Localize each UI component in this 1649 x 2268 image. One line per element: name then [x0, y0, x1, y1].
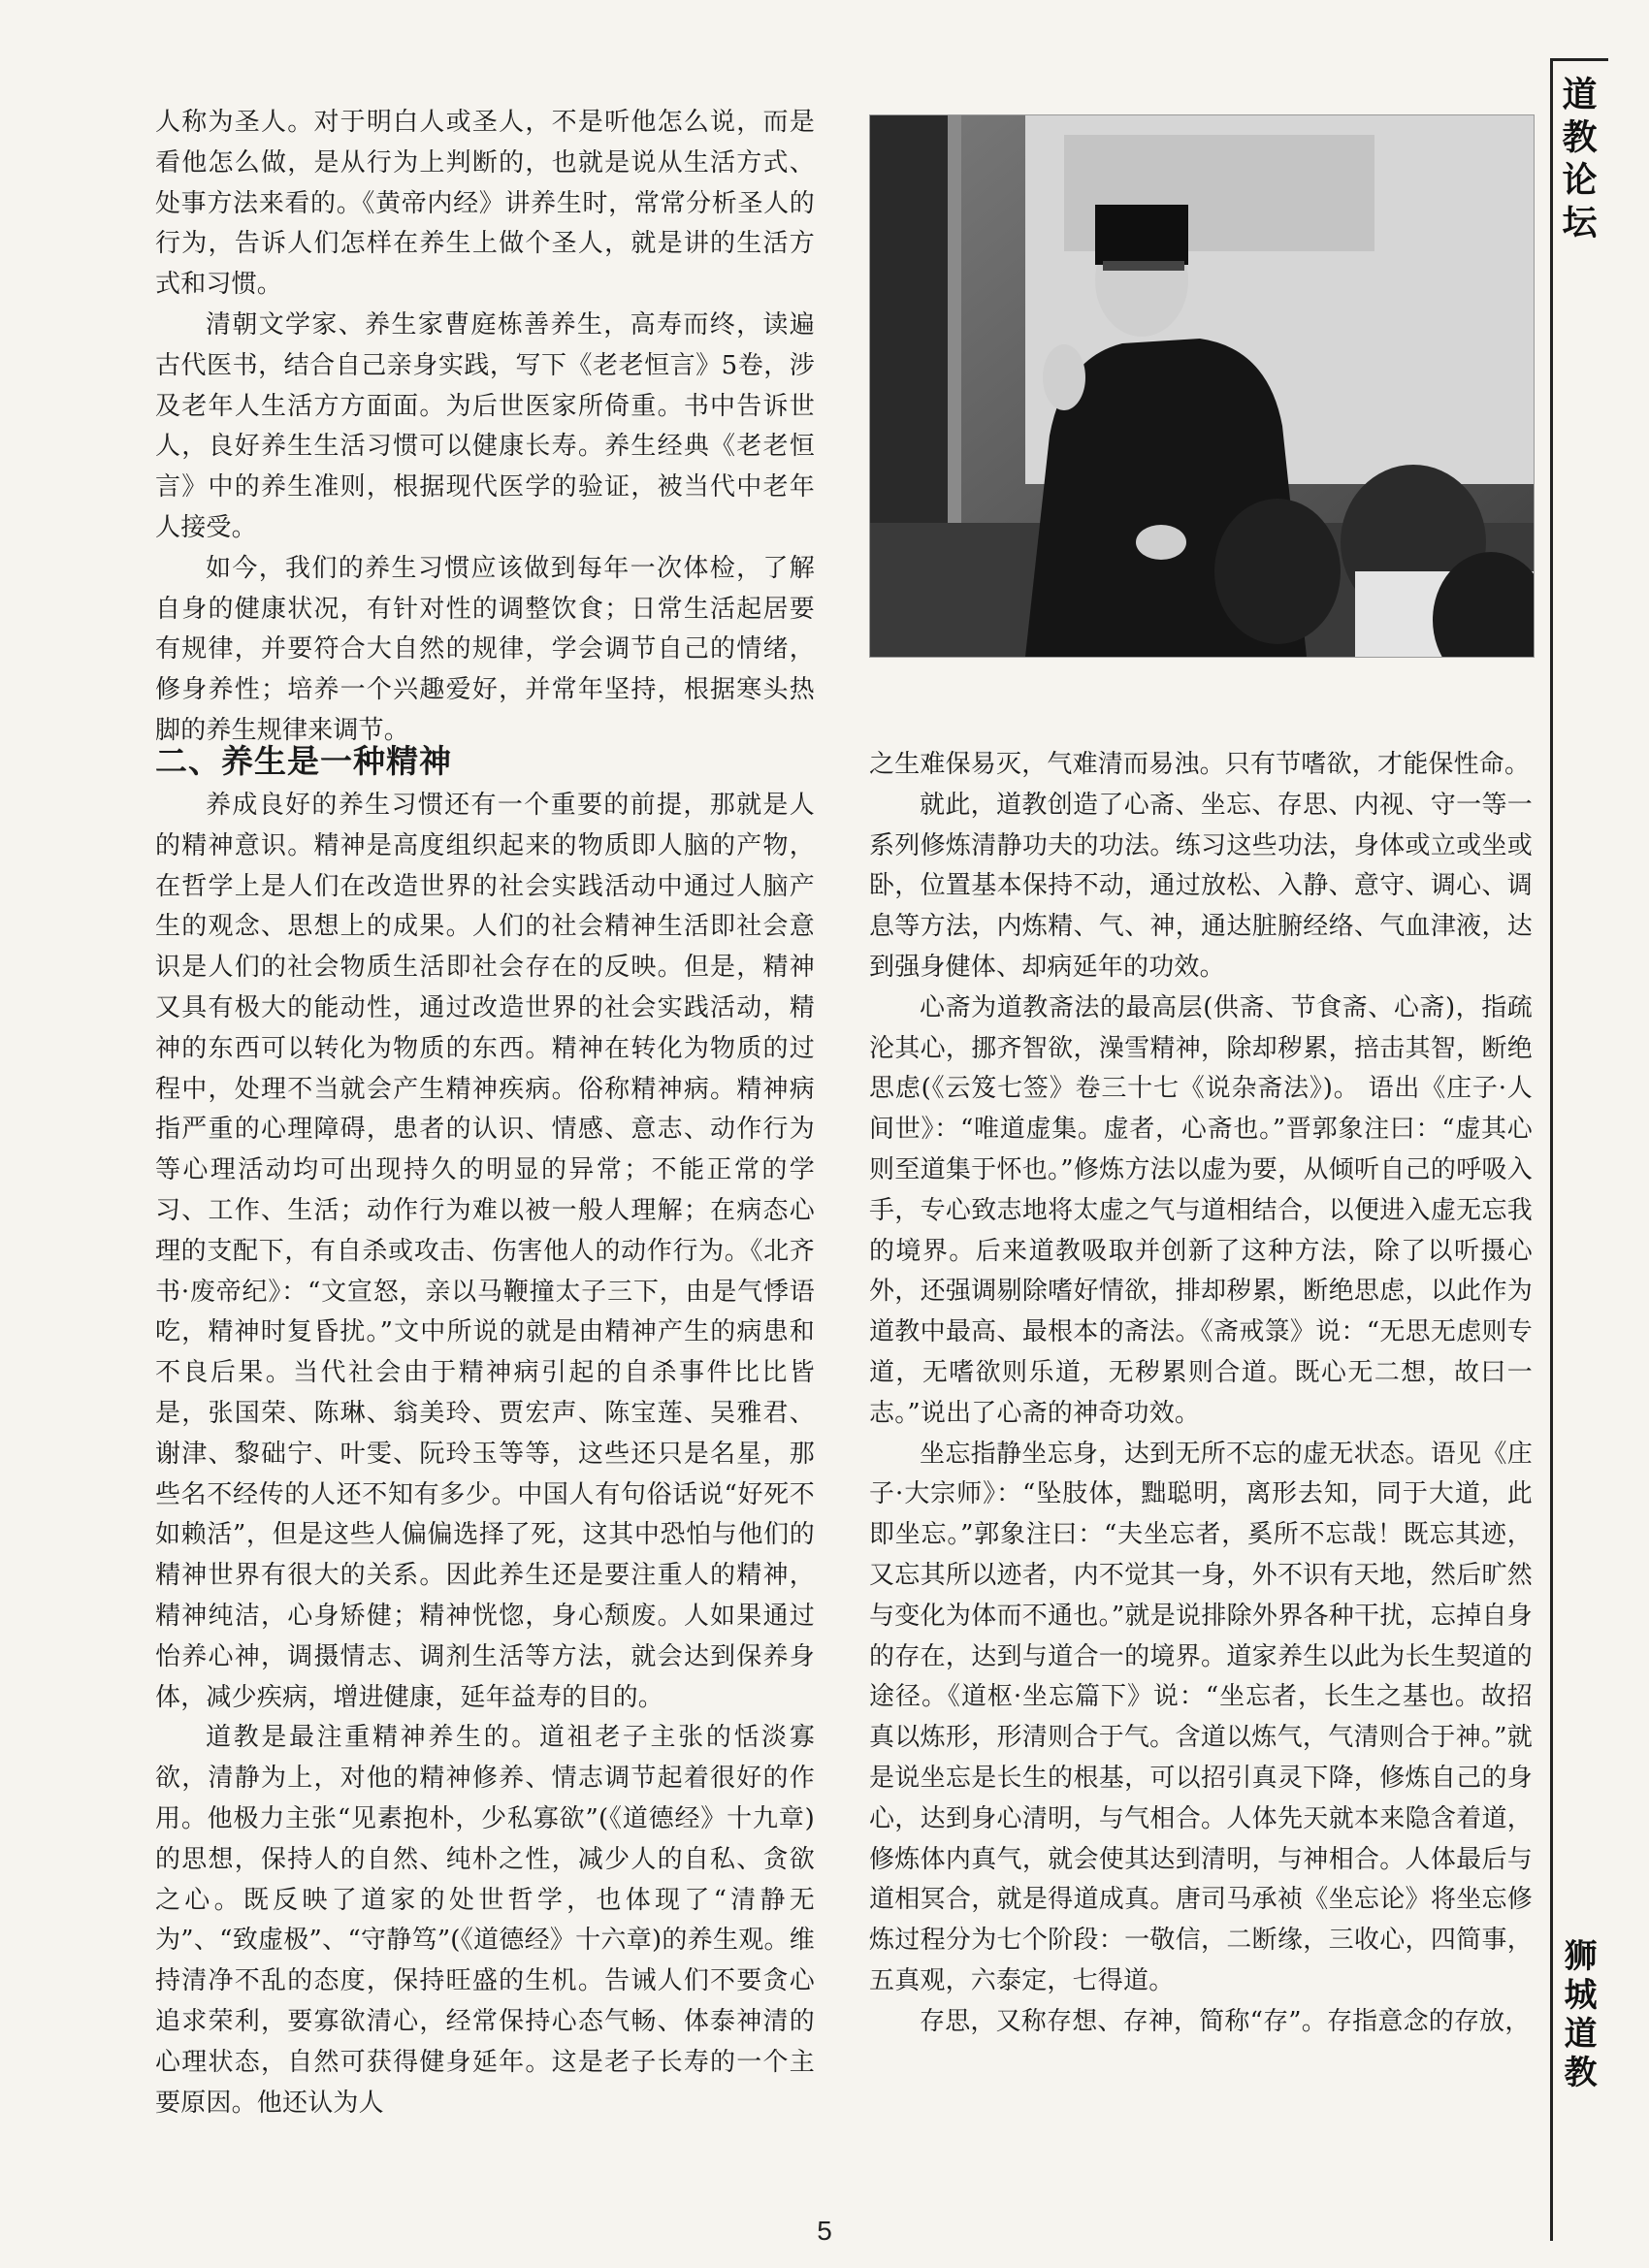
- section-heading: 二、养生是一种精神: [155, 742, 452, 780]
- page-number: 5: [817, 2216, 832, 2246]
- left-column: [155, 786, 815, 2123]
- paragraph: 心斋为道教斋法的最高层(供斋、节食斋、心斋)，指疏沦其心，挪齐智欲，澡雪精神，除却秽累，掊击其智，断绝思虑(《云笈七签》卷三十七《说杂斋法》)。 语出《庄子·人间世》：“唯道虚集。虚者，心斋也。”晋郭象注曰：“虚其心则至道集于怀也。”修炼方法以虚为要，从倾听自己的呼吸入手，专心致志地将太虚之气与道相结合，以便进入虚无忘我的境界。后来道教吸取并创新了这种方法，除了以听摄心外，还强调剔除嗜好情欲，排却秽累，断绝思虑，以此作为道教中最高、最根本的斋法。《斋戒箓》说：“无思无虑则专道，无嗜欲则乐道，无秽累则合道。既心无二想，故曰一志。”说出了心斋的神奇功效。: [869, 992, 1533, 1428]
- divider: [1550, 58, 1553, 2241]
- section-name: 道教论坛: [1557, 76, 1597, 246]
- paragraph: 清朝文学家、养生家曹庭栋善养生，高寿而终，读遍古代医书，结合自己亲身实践，写下《老老恒言》5卷，涉及老年人生活方方面面。为后世医家所倚重。书中告诉世人，良好养生生活习惯可以健康长寿。养生经典《老老恒言》中的养生准则，根据现代医学的验证，被当代中老年人接受。: [155, 309, 815, 542]
- paragraph: 如今，我们的养生习惯应该做到每年一次体检，了解自身的健康状况，有针对性的调整饮食；日常生活起居要有规律，并要符合大自然的规律，学会调节自己的情绪，修身养性；培养一个兴趣爱好，并常年坚持，根据寒头热脚的养生规律来调节。: [155, 553, 815, 745]
- paragraph: 之生难保易灭，气难清而易浊。只有节嗜欲，才能保性命。: [869, 750, 1531, 779]
- paragraph: 坐忘指静坐忘身，达到无所不忘的虚无状态。语见《庄子·大宗师》：“坠肢体，黜聪明，离形去知，同于大道，此即坐忘。”郭象注曰：“夫坐忘者，奚所不忘哉！既忘其迹，又忘其所以迹者，内不觉其一身，外不识有天地，然后旷然与变化为体而不通也。”就是说排除外界各种干扰，忘掉自身的存在，达到与道合一的境界。道家养生以此为长生契道的途径。《道枢·坐忘篇下》说：“坐忘者，长生之基也。故招真以炼形，形清则合于气。含道以炼气，气清则合于神。”就是说坐忘是长生的根基，可以招引真灵下降，修炼自己的身心，达到身心清明，与气相合。人体先天就本来隐含着道，修炼体内真气，就会使其达到清明，与神相合。人体最后与道相冥合，就是得道成真。唐司马承祯《坐忘论》将坐忘修炼过程分为七个阶段：一敬信，二断缘，三收心，四简事，五真观，六泰定，七得道。: [869, 1439, 1533, 1995]
- person-photo-icon: [870, 115, 1534, 657]
- sidebar-tab: [1550, 58, 1608, 2241]
- person-photo: [869, 114, 1535, 658]
- top-left-text-block: [155, 103, 815, 752]
- paragraph: 道教是最注重精神养生的。道祖老子主张的恬淡寡欲，清静为上，对他的精神修养、情志调节起着很好的作用。他极力主张“见素抱朴，少私寡欲”(《道德经》十九章)的思想，保持人的自然、纯朴之性，减少人的自私、贪欲之心。既反映了道家的处世哲学，也体现了“清静无为”、“致虚极”、“守静笃”(《道德经》十六章)的养生观。维持清净不乱的态度，保持旺盛的生机。告诫人们不要贪心追求荣利，要寡欲清心，经常保持心态气畅、体泰神清的心理状态，自然可获得健身延年。这是老子长寿的一个主要原因。他还认为人: [155, 1723, 815, 2118]
- paragraph: 人称为圣人。对于明白人或圣人，不是听他怎么说，而是看他怎么做，是从行为上判断的，也就是说从生活方式、处事方法来看的。《黄帝内经》讲养生时，常常分析圣人的行为，告诉人们怎样在养生上做个圣人，就是讲的生活方式和习惯。: [155, 108, 815, 300]
- divider: [1550, 58, 1608, 61]
- publication-name: 狮城道教: [1558, 1938, 1597, 2093]
- paragraph: 养成良好的养生习惯还有一个重要的前提，那就是人的精神意识。精神是高度组织起来的物质即人脑的产物，在哲学上是人们在改造世界的社会实践活动中通过人脑产生的观念、思想上的成果。人们的社会精神生活即社会意识是人们的社会物质生活即社会存在的反映。但是，精神又具有极大的能动性，通过改造世界的社会实践活动，精神的东西可以转化为物质的东西。精神在转化为物质的过程中，处理不当就会产生精神疾病。俗称精神病。精神病指严重的心理障碍，患者的认识、情感、意志、动作行为等心理活动均可出现持久的明显的异常；不能正常的学习、工作、生活；动作行为难以被一般人理解；在病态心理的支配下，有自杀或攻击、伤害他人的动作行为。《北齐书·废帝纪》：“文宣怒，亲以马鞭撞太子三下，由是气悸语吃，精神时复昏扰。”文中所说的就是由精神产生的病患和不良后果。当代社会由于精神病引起的自杀事件比比皆是，张国荣、陈琳、翁美玲、贾宏声、陈宝莲、吴雅君、谢津、黎础宁、叶雯、阮玲玉等等，这些还只是名星，那些名不经传的人还不知有多少。中国人有句俗话说“好死不如赖活”，但是这些人偏偏选择了死，这其中恐怕与他们的精神世界有很大的关系。因此养生还是要注重人的精神，精神纯洁，心身矫健；精神恍惚，身心颓废。人如果通过怡养心神，调摄情志、调剂生活等方法，就会达到保养身体，减少疾病，增进健康，延年益寿的目的。: [155, 791, 815, 1712]
- paragraph: 存思，又称存想、存神，简称“存”。存指意念的存放，: [920, 2006, 1531, 2036]
- paragraph: 就此，道教创造了心斋、坐忘、存思、内视、守一等一系列修炼清静功夫的功法。练习这些功法，身体或立或坐或卧，位置基本保持不动，通过放松、入静、意守、调心、调息等方法，内炼精、气、神，通达脏腑经络、气血津液，达到强身健体、却病延年的功效。: [869, 790, 1533, 982]
- right-column: [869, 745, 1533, 2043]
